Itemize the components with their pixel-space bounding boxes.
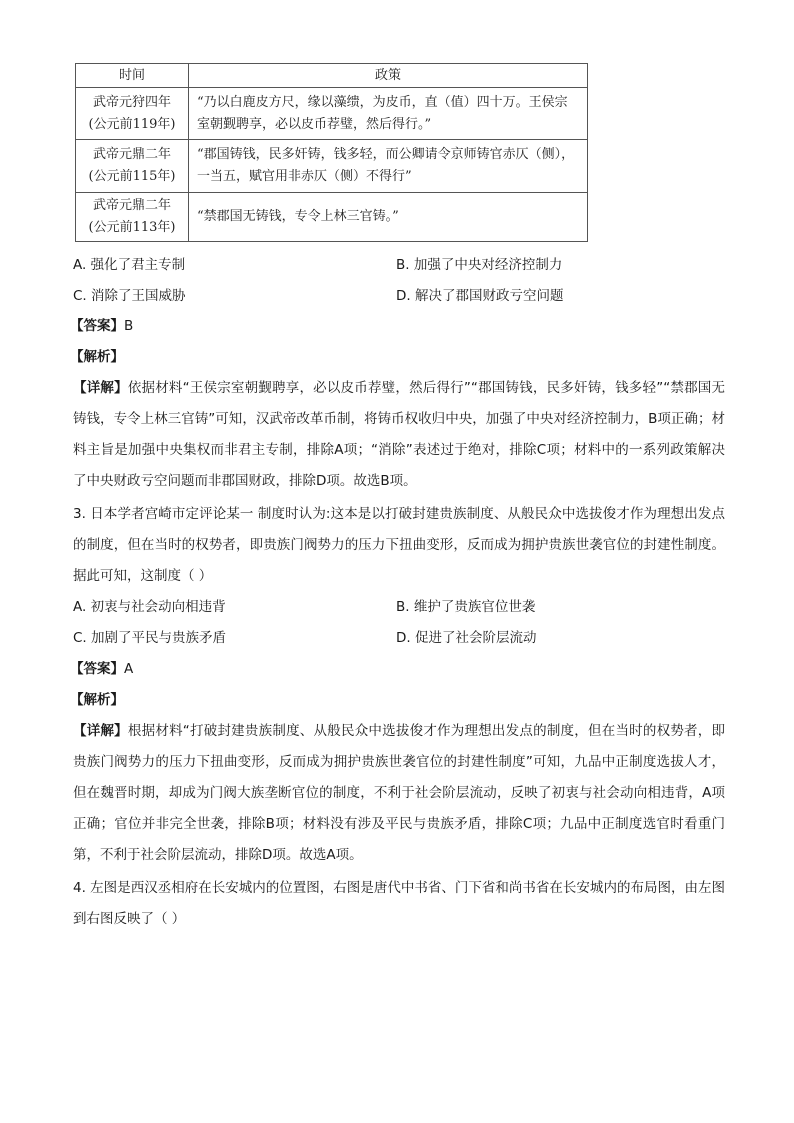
q2-answer	[70, 316, 133, 336]
detail-tag: 【详解】	[73, 723, 128, 739]
q3-option-c: C. 加剧了平民与贵族矛盾	[73, 630, 227, 646]
table-header-row	[76, 64, 588, 88]
q3-detail	[73, 716, 725, 871]
policy-cell: “郡国铸钱，民多奸铸，钱多轻，而公卿请令京师铸官赤仄（侧），一当五，赋官用非赤仄（侧）不得行”	[189, 140, 588, 193]
q2-option-c: C. 消除了王国威胁	[73, 288, 186, 304]
header-policy: 政策	[189, 64, 588, 88]
policy-cell: “乃以白鹿皮方尺，缘以藻缋，为皮币，直（值）四十万。王侯宗室朝觐聘享，必以皮币荐璧，然后得行。”	[189, 88, 588, 140]
q2-detail	[73, 373, 725, 497]
q3-option-b: B. 维护了贵族官位世袭	[396, 599, 536, 615]
table-row	[76, 140, 588, 193]
q3-stem: 3. 日本学者宫崎市定评论某一 制度时认为:这本是以打破封建贵族制度、从般民众中选拔俊才作为理想出发点的制度，但在当时的权势者，即贵族门阀势力的压力下扭曲变形，反而成为拥护贵族世袭官位的封建性制度。据此可知，这制度（ ）	[73, 506, 725, 584]
detail-text: 根据材料“打破封建贵族制度、从般民众中选拔俊才作为理想出发点的制度，但在当时的权势者，即贵族门阀势力的压力下扭曲变形，反而成为拥护贵族世袭官位的封建性制度”可知，九品中正制度选拔人才，但在魏晋时期，却成为门阀大族垄断官位的制度，不利于社会阶层流动，反映了初衷与社会动向相违背，A项正确；官位并非完全世袭，排除B项；材料没有涉及平民与贵族矛盾，排除C项；九品中正制度选官时看重门第，不利于社会阶层流动，排除D项。故选A项。	[73, 723, 726, 863]
detail-text: 依据材料“王侯宗室朝觐聘享，必以皮币荐璧，然后得行”“郡国铸钱，民多奸铸，钱多轻”“禁郡国无铸钱，专令上林三官铸”可知，汉武帝改革币制，将铸币权收归中央，加强了中央对经济控制力，B项正确；材料主旨是加强中央集权而非君主专制，排除A项；“消除”表述过于绝对，排除C项；材料中的一系列政策解决了中央财政亏空问题而非郡国财政，排除D项。故选B项。	[73, 380, 726, 489]
header-time: 时间	[76, 64, 189, 88]
time-line-2: (公元前119年)	[88, 116, 176, 132]
answer-value: B	[124, 318, 134, 334]
time-cell	[76, 193, 189, 242]
policy-table	[75, 63, 588, 242]
q2-option-b: B. 加强了中央对经济控制力	[396, 257, 563, 273]
table-row	[76, 193, 588, 242]
q3-option-a: A. 初衷与社会动向相违背	[73, 599, 226, 615]
policy-cell: “禁郡国无铸钱，专令上林三官铸。”	[189, 193, 588, 242]
q3-option-d: D. 促进了社会阶层流动	[396, 630, 537, 646]
time-line-2: (公元前115年)	[88, 169, 176, 184]
q2-option-d: D. 解决了郡国财政亏空问题	[396, 288, 564, 304]
answer-tag: 【答案】	[70, 661, 124, 677]
time-line-1: 武帝元鼎二年	[92, 147, 171, 162]
detail-tag: 【详解】	[73, 380, 128, 396]
table-row	[76, 88, 588, 140]
answer-tag: 【答案】	[70, 318, 124, 334]
q2-analysis-tag: 【解析】	[70, 349, 124, 365]
time-line-1: 武帝元鼎二年	[92, 198, 171, 213]
time-cell	[76, 88, 189, 140]
q3-analysis-tag: 【解析】	[70, 692, 124, 708]
time-line-1: 武帝元狩四年	[92, 94, 171, 110]
q2-option-a: A. 强化了君主专制	[73, 257, 186, 273]
time-cell	[76, 140, 189, 193]
answer-value: A	[124, 661, 134, 677]
q3-answer	[70, 659, 133, 679]
time-line-2: (公元前113年)	[88, 220, 176, 235]
q4-stem: 4. 左图是西汉丞相府在长安城内的位置图，右图是唐代中书省、门下省和尚书省在长安城内的布局图，由左图到右图反映了（ ）	[73, 880, 725, 927]
